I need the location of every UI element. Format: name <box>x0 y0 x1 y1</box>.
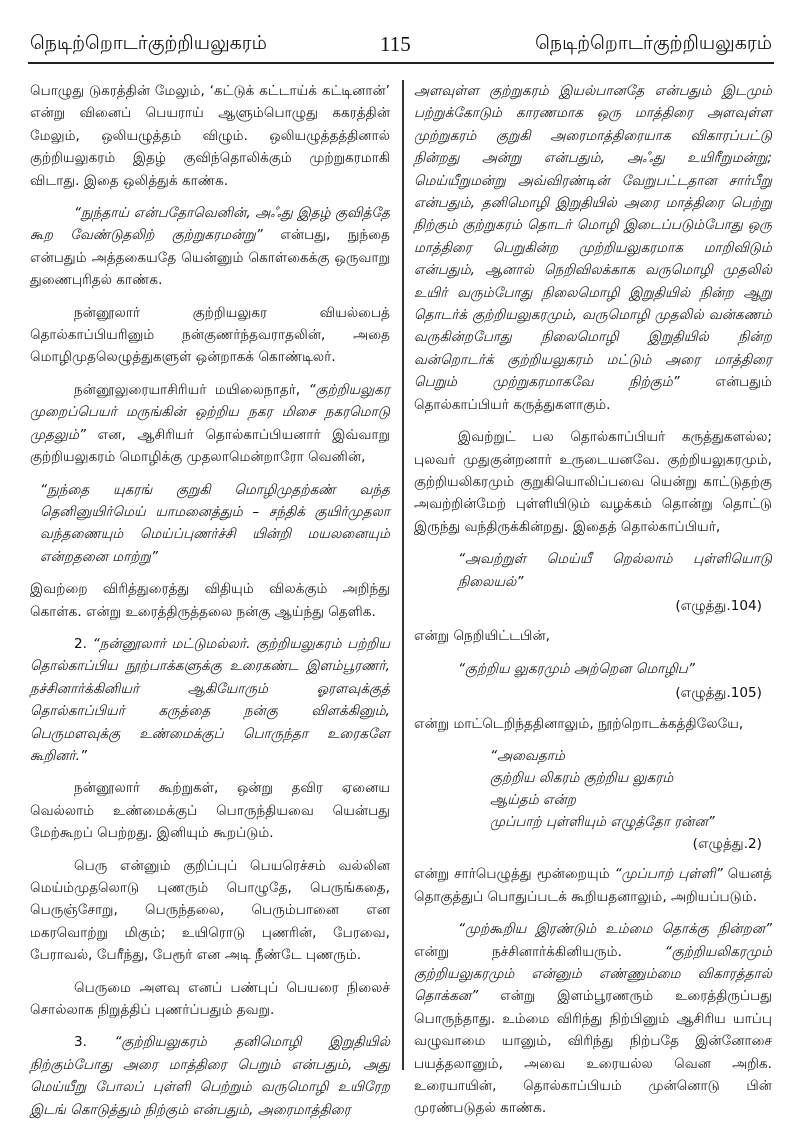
paragraph <box>414 80 772 416</box>
verse-line: ஆய்தம் என்ற <box>490 791 577 808</box>
citation: (எழுத்து.104) <box>675 597 762 614</box>
quote: “முப்பாற் புள்ளி” <box>614 866 723 883</box>
column-divider <box>402 80 404 1070</box>
text: என்று சார்பெழுத்து மூன்றையும் <box>414 866 615 883</box>
paragraph: இவற்றை விரித்துரைத்து விதியும் விலக்கும் அறிந்து கொள்க. என்று உரைத்திருத்தலை நன்கு ஆய்ந்து தெளிக. <box>30 581 390 620</box>
paragraph: பொழுது டுகரத்தின் மேலும், ‘கட்டுக் கட்டாய்க் கட்டினான்’ என்று வினைப் பெயராய் ஆளும்பொழுது ககரத்தின் மேலும், ஒலியழுத்தம் விழும். ஒலியழுத்தத்தினால் குற்றியலுகரம் இதழ் குவிந்தொலிக்கும் முற்றுகரமாகி விடாது. இதை ஒலித்துக் காண்க. <box>30 83 390 189</box>
verse-quote: “நுந்தை யுகரங் குறுகி மொழிமுதற்கண் வந்த தெனினுயிர்மெய் யாமனைத்தும் – சந்திக் குயிர்முதலா வந்தணையும் மெய்ப்புணர்ச்சி யின்றி மயலனையும் என்றதனை மாற்று” <box>40 481 390 565</box>
quote: “முற்கூறிய இரண்டும் உம்மை தொக்கு நின்றன” <box>458 921 772 938</box>
quote: “குற்றியலுகரம் தனிமொழி இறுதியில் நிற்கும்போது அரை மாத்திரை பெறும் என்பதும், அது மெய்யீறு போலப் புள்ளி பெற்றும் வருமொழி உயிரேற இடங் கொடுத்தும் நிற்கும் என்பதும், அரைமாத்திரை <box>30 1034 390 1118</box>
text: யெனத் தொகுத்துப் பொதுப்படக் கூறியதனாலும், அறியப்படும். <box>414 866 773 905</box>
paragraph: நன்னூலார் கூற்றுகள், ஒன்று தவிர ஏனைய வெல்லாம் உண்மைக்குப் பொருந்தியவை யென்பது மேற்கூறப் பெற்றது. இனியும் கூறப்டும். <box>30 780 390 842</box>
quote: “நன்னூலார் மட்டுமல்லர். குற்றியலுகரம் பற்றிய தொல்காப்பிய நூற்பாக்களுக்கு உரைகண்ட இளம்பூரணர், நச்சினார்க்கினியர் ஆகியோரும் ஓரளவுக்குத் தொல்காப்பியர் கருத்தை நன்கு விளக்கினும், பெருமளவுக்கு உண்மைக்குப் பொருந்தா உரைகளே கூறினர்.” <box>30 635 390 764</box>
running-header-right: நெடிற்றொடர்குற்றியலுகரம் <box>535 32 772 54</box>
verse <box>414 745 772 833</box>
right-column <box>414 80 772 1130</box>
quote: “குற்றியலிகரமும் குற்றியலுகரமும் என்னும் எண்ணும்மை விகாரத்தால் தொக்கன” <box>414 943 772 1005</box>
quote: “குற்றிய லுகரமும் அற்றென மொழிப” <box>458 660 695 677</box>
text: என, ஆசிரியர் தொல்காப்பியனார் இவ்வாறு குற்றியலுகரம் மொழிக்கு முதலாமென்றாரோ வெனின், <box>30 426 390 466</box>
paragraph: என்று நெறியிட்டபின், <box>414 628 550 645</box>
page-number: 115 <box>380 32 411 56</box>
verse-line: குற்றிய லிகரம் குற்றிய லுகரம் <box>490 769 674 786</box>
paragraph: இவற்றுட் பல தொல்காப்பியர் கருத்துகளல்ல; புலவர் முதுகுன்றனார் உருடையனவே. குற்றியலுகரமும், குற்றியலிகரமும் குறுகியொலிப்பவை யென்று காட்டுதற்கு அவற்றின்மேற் புள்ளியிடும் வழக்கம் தொன்று தொட்டு இருந்து வந்திருக்கின்றது. இதைத் தொல்காப்பியர், <box>414 429 772 535</box>
citation: (எழுத்து.105) <box>675 685 762 702</box>
citation: (எழுத்து.2) <box>692 835 762 852</box>
section-number: 3. <box>74 1034 115 1051</box>
section-number: 2. <box>74 635 93 652</box>
quote: “நுந்தாய் என்பதோவெனின், அஃது இதழ் குவித்தே கூற வேண்டுதலிற் குற்றுகரமன்று” <box>30 205 390 244</box>
paragraph: நன்னூலார் குற்றியலுகர வியல்பைத் தொல்காப்பியரினும் நன்குணர்ந்தவராதலின், அதை மொழிமுதலெழுத்துகளுள் ஒன்றாகக் கொண்டிலர். <box>30 304 390 366</box>
paragraph: பெரு என்னும் குறிப்புப் பெயரெச்சம் வல்லின மெய்ம்முதலொடு புணரும் பொழுதே, பெருங்கதை, பெருஞ்சோறு, பெருந்தலை, பெரும்பானை என மகரவொற்று மிகும்; உயிரொடு புணரின், பேரவை, பேராவல், பேரீந்து, பேரூர் என அடி நீண்டே புணரும். <box>30 857 390 964</box>
verse-line: “அவைதாம் <box>490 747 565 764</box>
verse-line: முப்பாற் புள்ளியும் எழுத்தோ ரன்ன” <box>490 813 715 830</box>
paragraph <box>30 379 390 469</box>
quote: “குற்றியலுகர முறைப்பெயர் மருங்கின் ஒற்றிய நகர மிசை நகரமொடு முதலும்” <box>30 381 390 443</box>
left-column <box>30 80 390 1131</box>
paragraph: பெருமை அளவு எனப் பண்புப் பெயரை நிலைச் சொல்லாக நிறுத்திப் புணர்ப்பதும் தவறு. <box>30 979 390 1019</box>
running-header-left: நெடிற்றொடர்குற்றியலுகரம் <box>30 32 267 54</box>
text: என்பதும் தொல்காப்பியர் கருத்துகளாகும். <box>414 374 772 413</box>
paragraph: என்று மாட்டெறிந்ததினாலும், நூற்றொடக்கத்திலேயே, <box>414 715 744 732</box>
paragraph <box>414 863 772 908</box>
text: என்பது, நுந்தை என்பதும் அத்தகையதே யென்னும் கொள்கைக்கு ஒருவாறு துணைபுரிதல் காண்க. <box>30 227 390 289</box>
quote: அளவுள்ள குற்றுகரம் இயல்பானதே என்பதும் இடமும் பற்றுக்கோடும் காரணமாக ஒரு மாத்திரை அளவுள்ள முற்றுகரம் குறுகி அரைமாத்திரையாக விகாரப்பட்டு நின்றது அன்று என்பதும், அஃது உயிரீறுமன்று; மெய்யீறுமன்று அவ்விரண்டின் வேறுபட்டதான சார்பீறு என்பதும், தனிமொழி இறுதியில் அரை மாத்திரை பெற்று நிற்கும் குற்றுகரம் தொடர் மொழி இடைப்படும்போது ஒரு மாத்திரை பெறுகின்ற முற்றியலுகரமாக மாறிவிடும் என்பதும், ஆனால் நெறிவிலக்காக வருமொழி முதலில் உயிர் வரும்போது நிலைமொழி இறுதியில் நின்ற ஆறு தொடர்க் குற்றியலுகரமும், வருமொழி முதலில் வன்கணம் வருகின்றபோது நிலைமொழி இறுதியில் நின்ற வன்றொடர்க் குற்றியலுகரம் மட்டும் அரை மாத்திரை பெறும் முற்றுகரமாகவே நிற்கும்” <box>414 83 772 391</box>
text: என்று இளம்பூரணரும் உரைத்திருப்பது பொருந்தாது. உம்மை விரிந்து நிற்பினும் ஆசிரிய யாப்பு வழுவாமை யானும், விரிந்து நிற்பதே இன்னோசை பயத்தலானும், அவை உரையல்ல வென அறிக. உரையாயின், தொல்காப்பியம் முன்னொடு பின் முரண்படுதல் காண்க. <box>414 988 772 1117</box>
text: என்று நச்சினார்க்கினியரும். <box>414 943 665 960</box>
quote: “அவற்றுள் மெய்யீ றெல்லாம் புள்ளியொடு நிலையல்” <box>458 551 772 590</box>
paragraph <box>30 1031 390 1121</box>
paragraph <box>30 202 390 292</box>
text: நன்னூலுரையாசிரியர் மயிலைநாதர், <box>74 381 309 398</box>
paragraph <box>30 633 390 767</box>
header-rule <box>28 62 774 64</box>
paragraph <box>414 918 772 1120</box>
